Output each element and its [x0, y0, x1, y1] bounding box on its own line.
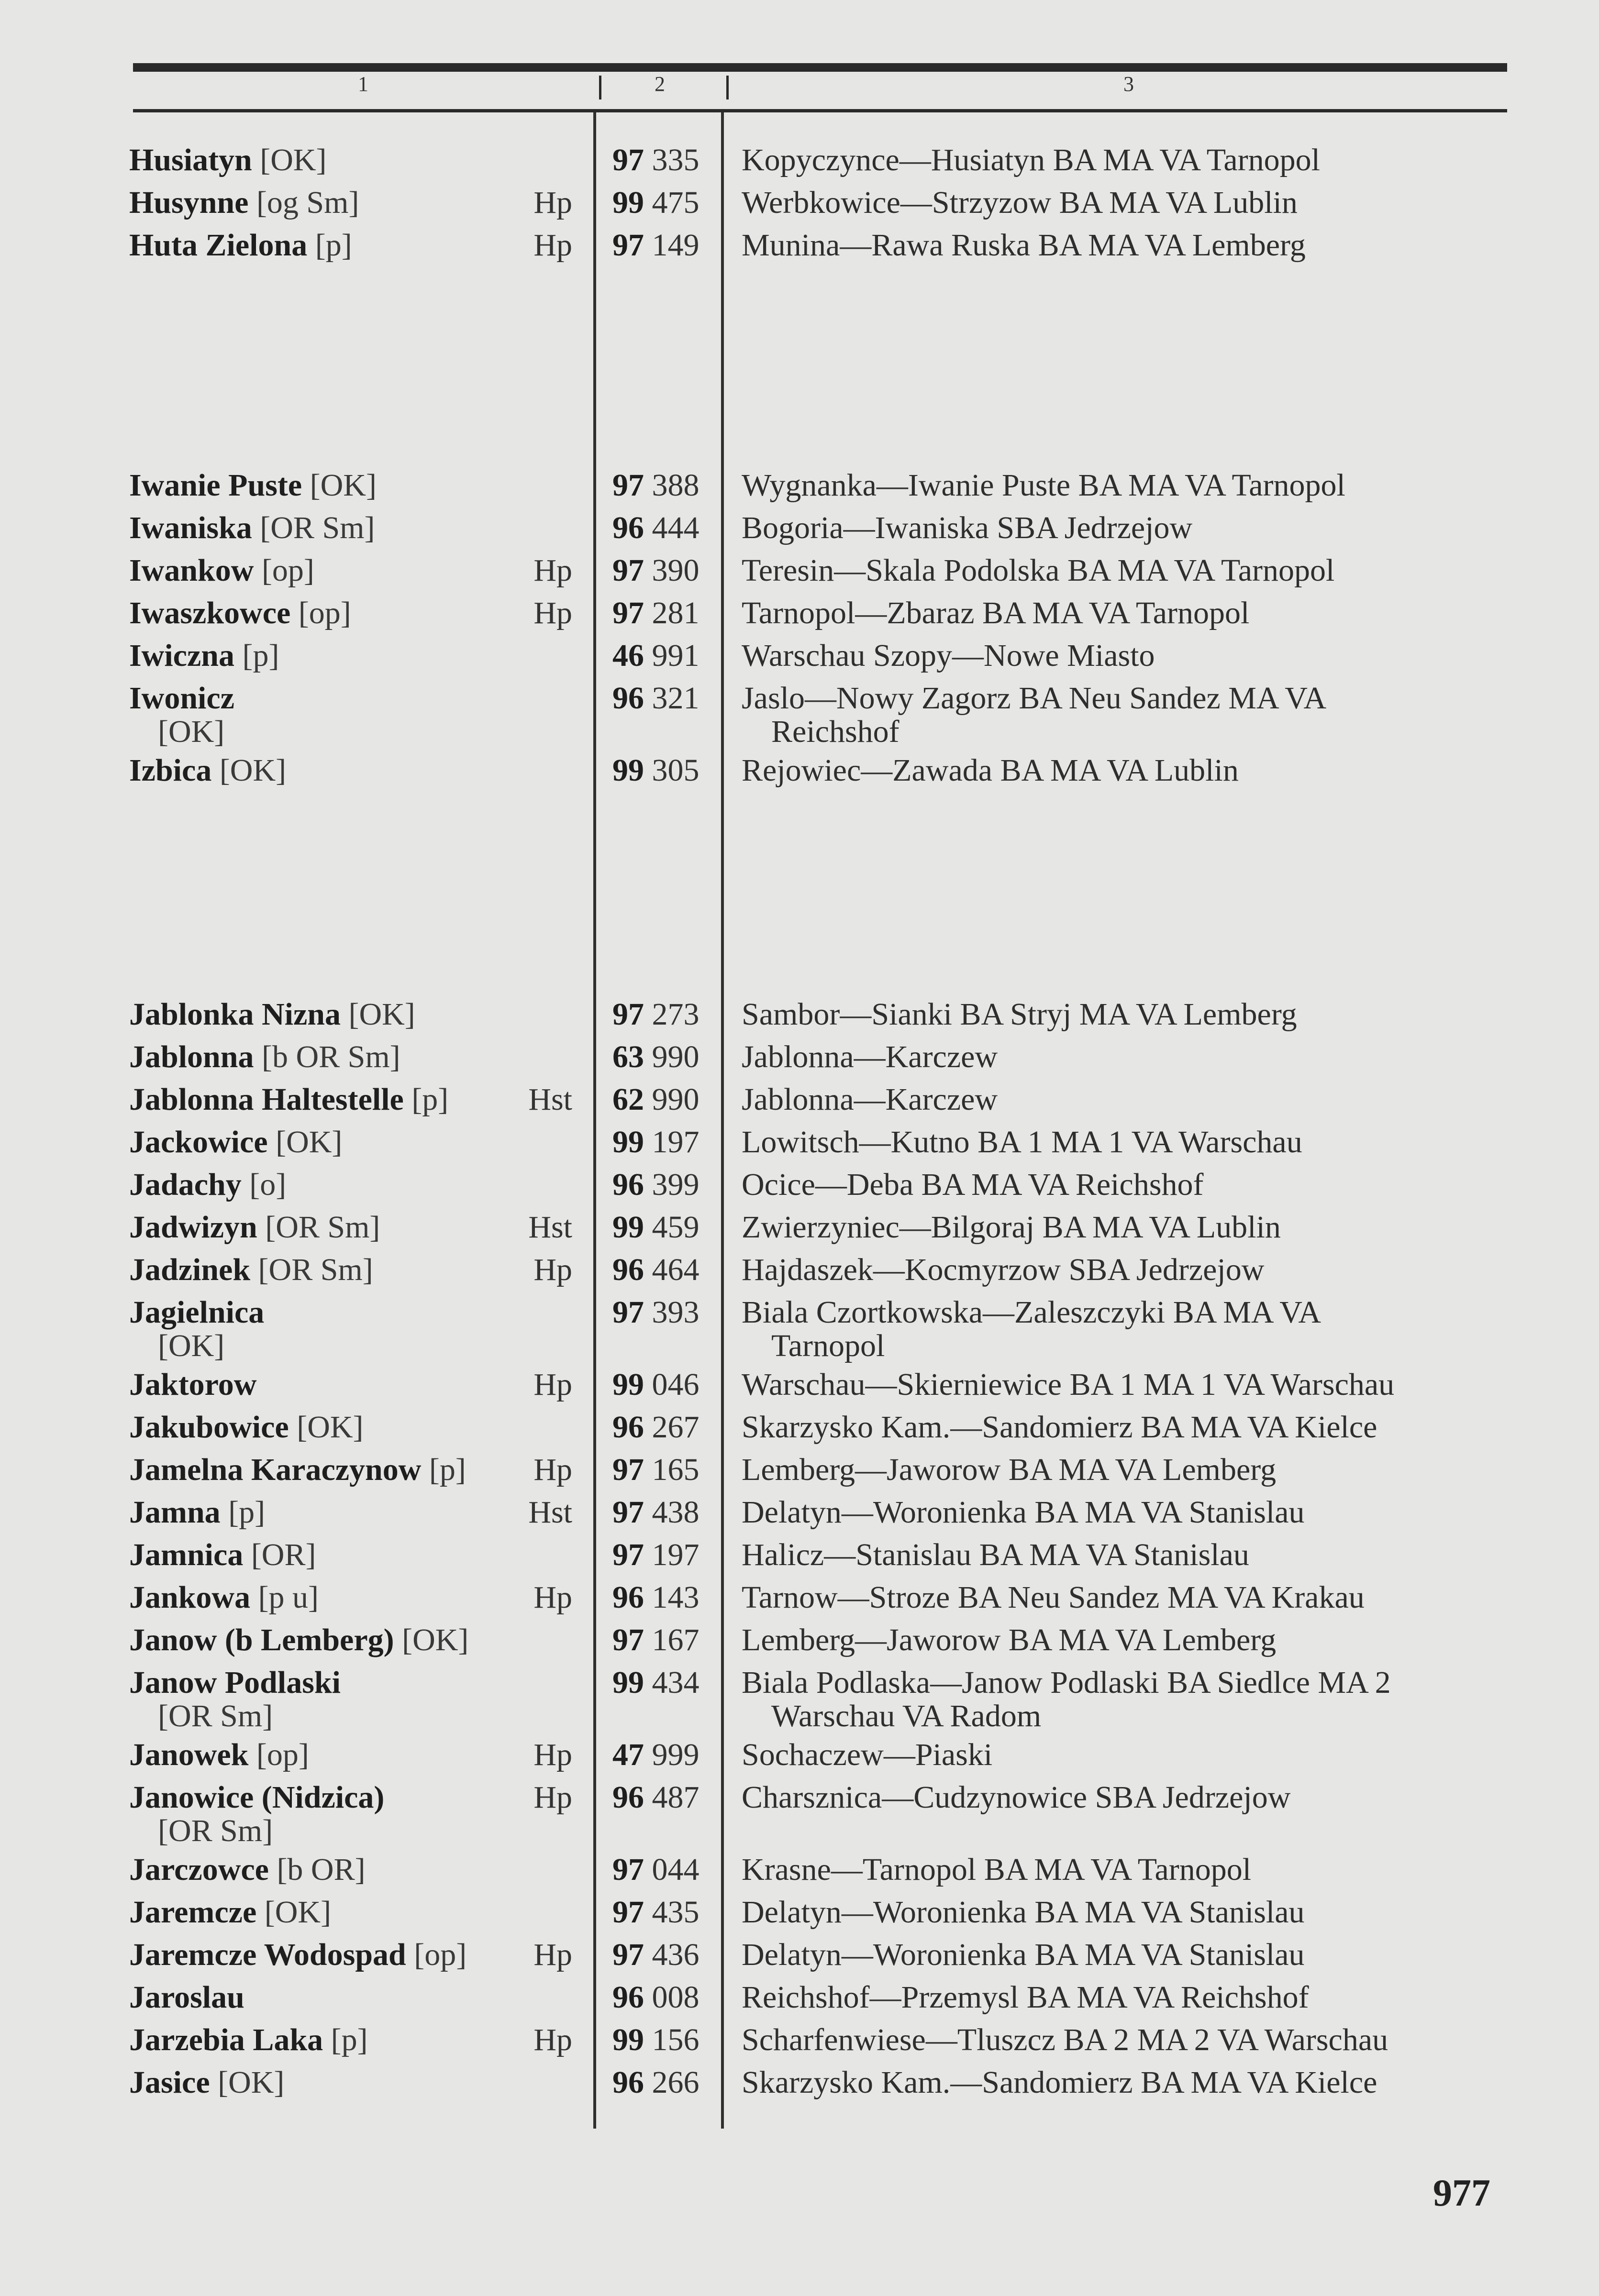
station-type: Hp [533, 228, 572, 263]
station-name [129, 229, 352, 262]
station-code-number: 167 [652, 1623, 700, 1657]
station-name-text: Janowek [129, 1737, 249, 1772]
route-description: Delatyn—Woronienka BA MA VA Stanislau [742, 1895, 1305, 1930]
column-divider-1 [593, 112, 596, 2129]
route-description: Wygnanka—Iwanie Puste BA MA VA Tarnopol [742, 468, 1345, 503]
station-code-number: 273 [652, 997, 700, 1032]
station-code [612, 1168, 700, 1202]
station-class: [p] [411, 1082, 449, 1117]
station-name-text: Jarzebia Laka [129, 2022, 323, 2057]
route-description: Kopyczynce—Husiatyn BA MA VA Tarnopol [742, 143, 1321, 177]
station-code-prefix: 63 [612, 1039, 644, 1074]
station-name-text: Jaroslau [129, 1980, 244, 2015]
station-code-number: 487 [652, 1780, 700, 1815]
route-description-continued: Warschau VA Radom [771, 1699, 1042, 1733]
route-description-continued: Tarnopol [771, 1328, 885, 1363]
station-name [129, 998, 415, 1031]
station-class: [OR Sm] [260, 510, 375, 545]
station-class: [p] [242, 638, 279, 673]
page-number: 977 [1433, 2172, 1490, 2214]
station-code-number: 434 [652, 1665, 700, 1700]
station-name-text: Jamna [129, 1495, 221, 1530]
station-name-text: Jasice [129, 2065, 210, 2100]
route-description: Reichshof—Przemysl BA MA VA Reichshof [742, 1980, 1309, 2015]
station-code [612, 1981, 700, 2014]
top-rule [133, 63, 1507, 72]
station-code [612, 1853, 700, 1887]
station-class: [OK] [218, 2065, 285, 2100]
header-rule [133, 109, 1507, 112]
station-class: [p] [429, 1452, 466, 1487]
station-code-number: 459 [652, 1210, 700, 1245]
station-name [129, 1581, 319, 1614]
station-name [129, 1296, 264, 1329]
station-code [612, 682, 700, 715]
station-code [612, 229, 700, 262]
station-type: Hst [528, 1082, 572, 1117]
station-code-prefix: 97 [612, 468, 644, 503]
column-header-2: 2 [655, 72, 665, 96]
route-description: Biala Podlaska—Janow Podlaski BA Siedlce MA 2 [742, 1665, 1391, 1700]
station-code-prefix: 99 [612, 1367, 644, 1402]
station-name-text: Iwanie Puste [129, 468, 302, 503]
station-type: Hp [533, 596, 572, 630]
station-name [129, 1168, 286, 1202]
station-name-text: Jarczowce [129, 1852, 269, 1887]
station-code-number: 438 [652, 1495, 700, 1530]
station-code-prefix: 96 [612, 1980, 644, 2015]
station-code [612, 186, 700, 220]
station-name [129, 1126, 342, 1159]
station-class: [op] [414, 1937, 467, 1972]
station-code [612, 596, 700, 630]
station-class: [b OR Sm] [261, 1039, 400, 1074]
station-name-text: Jaremcze Wodospad [129, 1937, 406, 1972]
station-code-number: 990 [652, 1082, 700, 1117]
station-name-text: Jablonna [129, 1039, 254, 1074]
station-code-number: 266 [652, 2065, 700, 2100]
station-code-number: 444 [652, 510, 700, 545]
station-class: [OR Sm] [158, 1699, 273, 1733]
station-type: Hp [533, 1737, 572, 1772]
station-code [612, 1368, 700, 1402]
station-name [129, 1538, 316, 1572]
station-code-number: 393 [652, 1295, 700, 1330]
station-code-number: 388 [652, 468, 700, 503]
station-class: [OK] [402, 1623, 469, 1657]
station-name-text: Jamelna Karaczynow [129, 1452, 422, 1487]
station-code-prefix: 97 [612, 553, 644, 588]
route-description: Teresin—Skala Podolska BA MA VA Tarnopol [742, 553, 1335, 588]
station-code-number: 305 [652, 753, 700, 788]
station-type: Hp [533, 1452, 572, 1487]
station-name-text: Huta Zielona [129, 228, 308, 263]
station-name [129, 1938, 466, 1972]
station-name [129, 1623, 468, 1657]
station-name [129, 1853, 366, 1887]
route-description: Scharfenwiese—Tluszcz BA 2 MA 2 VA Warschau [742, 2022, 1388, 2057]
station-name-text: Jaktorow [129, 1367, 257, 1402]
station-class: [p] [331, 2022, 368, 2057]
station-code-number: 267 [652, 1410, 700, 1445]
station-name [129, 1981, 244, 2014]
route-description: Zwierzyniec—Bilgoraj BA MA VA Lublin [742, 1210, 1281, 1245]
station-name [129, 186, 359, 220]
station-code-number: 143 [652, 1580, 700, 1615]
station-name [129, 1453, 466, 1487]
route-description: Biala Czortkowska—Zaleszczyki BA MA VA [742, 1295, 1321, 1330]
route-description: Rejowiec—Zawada BA MA VA Lublin [742, 753, 1239, 788]
station-name [129, 1253, 373, 1287]
station-name-text: Jakubowice [129, 1410, 289, 1445]
station-code-prefix: 97 [612, 596, 644, 630]
route-description: Warschau Szopy—Nowe Miasto [742, 638, 1155, 673]
station-code-prefix: 99 [612, 2022, 644, 2057]
station-name-text: Jaremcze [129, 1895, 257, 1930]
route-description: Jaslo—Nowy Zagorz BA Neu Sandez MA VA [742, 681, 1327, 716]
station-code-number: 197 [652, 1537, 700, 1572]
station-code [612, 511, 700, 545]
route-description: Bogoria—Iwaniska SBA Jedrzejow [742, 510, 1193, 545]
station-code [612, 1296, 700, 1329]
station-name [129, 1496, 265, 1529]
station-code-prefix: 97 [612, 143, 644, 177]
station-code-number: 156 [652, 2022, 700, 2057]
station-name [129, 511, 375, 545]
station-name-text: Jablonna Haltestelle [129, 1082, 404, 1117]
station-name [129, 639, 279, 673]
station-class: [OK] [260, 143, 327, 177]
route-description-continued: Reichshof [771, 714, 899, 749]
station-class: [OK] [158, 1328, 225, 1363]
station-name [129, 144, 327, 177]
station-name-text: Jagielnica [129, 1295, 265, 1330]
station-class: [OK] [219, 753, 287, 788]
station-class: [o] [249, 1167, 287, 1202]
column-divider-2 [721, 112, 724, 2129]
station-code-prefix: 97 [612, 1623, 644, 1657]
station-code-prefix: 96 [612, 1167, 644, 1202]
station-code-prefix: 96 [612, 1410, 644, 1445]
station-class: [p u] [258, 1580, 319, 1615]
station-code [612, 1040, 700, 1074]
station-name [129, 2023, 368, 2057]
station-class: [OR] [251, 1537, 316, 1572]
route-description: Lemberg—Jaworow BA MA VA Lemberg [742, 1452, 1277, 1487]
station-code-number: 165 [652, 1452, 700, 1487]
station-code [612, 554, 700, 587]
route-description: Charsznica—Cudzynowice SBA Jedrzejow [742, 1780, 1291, 1815]
station-name [129, 1368, 256, 1402]
station-class: [p] [228, 1495, 266, 1530]
station-name-text: Jadwizyn [129, 1210, 257, 1245]
station-code-number: 990 [652, 1039, 700, 1074]
station-name [129, 2066, 284, 2099]
station-code-prefix: 96 [612, 1580, 644, 1615]
route-description: Halicz—Stanislau BA MA VA Stanislau [742, 1537, 1249, 1572]
station-type: Hp [533, 1367, 572, 1402]
route-description: Hajdaszek—Kocmyrzow SBA Jedrzejow [742, 1252, 1265, 1287]
station-name-text: Husynne [129, 185, 249, 220]
station-type: Hp [533, 1780, 572, 1815]
station-type: Hp [533, 185, 572, 220]
station-code-number: 436 [652, 1937, 700, 1972]
station-code-prefix: 97 [612, 1895, 644, 1930]
station-name [129, 754, 286, 787]
station-name-text: Iwaniska [129, 510, 252, 545]
station-name-text: Janow Podlaski [129, 1665, 341, 1700]
station-code [612, 2066, 700, 2099]
station-class: [op] [261, 553, 314, 588]
route-description: Skarzysko Kam.—Sandomierz BA MA VA Kielce [742, 2065, 1377, 2100]
station-name [129, 554, 314, 587]
station-code [612, 1411, 700, 1444]
route-description: Munina—Rawa Ruska BA MA VA Lemberg [742, 228, 1306, 263]
station-name [129, 1896, 331, 1929]
route-description: Skarzysko Kam.—Sandomierz BA MA VA Kielce [742, 1410, 1377, 1445]
station-name-text: Janow (b Lemberg) [129, 1623, 394, 1657]
station-code-number: 390 [652, 553, 700, 588]
station-name-text: Jadachy [129, 1167, 242, 1202]
station-code [612, 1538, 700, 1572]
station-name [129, 1083, 448, 1116]
station-code-number: 335 [652, 143, 700, 177]
station-class: [b OR] [277, 1852, 366, 1887]
station-class: [OR Sm] [265, 1210, 380, 1245]
header-divider [599, 76, 601, 99]
station-name-text: Iwiczna [129, 638, 234, 673]
station-code-number: 435 [652, 1895, 700, 1930]
station-code-prefix: 99 [612, 1665, 644, 1700]
route-description: Warschau—Skierniewice BA 1 MA 1 VA Warschau [742, 1367, 1395, 1402]
station-code [612, 1211, 700, 1244]
station-code-prefix: 97 [612, 1295, 644, 1330]
station-code [612, 998, 700, 1031]
column-header-3: 3 [1123, 72, 1134, 96]
station-name-text: Janowice (Nidzica) [129, 1780, 385, 1815]
route-description: Krasne—Tarnopol BA MA VA Tarnopol [742, 1852, 1252, 1887]
route-description: Tarnopol—Zbaraz BA MA VA Tarnopol [742, 596, 1250, 630]
station-code-prefix: 99 [612, 1125, 644, 1159]
station-name [129, 1781, 384, 1814]
station-name-text: Jamnica [129, 1537, 244, 1572]
station-class: [OR Sm] [158, 1813, 273, 1848]
station-name-text: Jadzinek [129, 1252, 251, 1287]
station-type: Hst [528, 1495, 572, 1530]
station-code [612, 1738, 700, 1772]
station-code [612, 1781, 700, 1814]
station-code-prefix: 96 [612, 1780, 644, 1815]
station-class: [p] [315, 228, 352, 263]
station-code [612, 1666, 700, 1700]
station-type: Hp [533, 1580, 572, 1615]
station-code-prefix: 97 [612, 1452, 644, 1487]
header-divider [726, 76, 729, 99]
route-description: Ocice—Deba BA MA VA Reichshof [742, 1167, 1204, 1202]
station-code [612, 144, 700, 177]
station-code [612, 1938, 700, 1972]
station-code [612, 1253, 700, 1287]
route-description: Tarnow—Stroze BA Neu Sandez MA VA Krakau [742, 1580, 1365, 1615]
station-class: [og Sm] [256, 185, 359, 220]
station-class: [OK] [348, 997, 415, 1032]
station-type: Hp [533, 553, 572, 588]
station-code-number: 046 [652, 1367, 700, 1402]
station-code-number: 044 [652, 1852, 700, 1887]
station-code [612, 1581, 700, 1614]
station-class: [op] [298, 596, 351, 630]
column-header-1: 1 [358, 72, 368, 96]
station-name [129, 1666, 341, 1700]
station-code-prefix: 96 [612, 510, 644, 545]
station-code-number: 197 [652, 1125, 700, 1159]
route-description: Delatyn—Woronienka BA MA VA Stanislau [742, 1495, 1305, 1530]
station-code [612, 469, 700, 502]
station-name-text: Iwonicz [129, 681, 234, 716]
route-description: Lemberg—Jaworow BA MA VA Lemberg [742, 1623, 1277, 1657]
station-name [129, 1411, 364, 1444]
station-code-prefix: 97 [612, 997, 644, 1032]
station-code [612, 1083, 700, 1116]
station-code-number: 008 [652, 1980, 700, 2015]
station-code-prefix: 97 [612, 1937, 644, 1972]
station-name-text: Iwaszkowce [129, 596, 291, 630]
station-code [612, 754, 700, 787]
route-description: Sambor—Sianki BA Stryj MA VA Lemberg [742, 997, 1297, 1032]
station-code-prefix: 46 [612, 638, 644, 673]
station-class: [OK] [276, 1125, 343, 1159]
station-name [129, 1738, 309, 1772]
station-class: [OK] [264, 1895, 332, 1930]
station-type: Hp [533, 1252, 572, 1287]
station-code-number: 475 [652, 185, 700, 220]
station-code [612, 639, 700, 673]
station-code-number: 149 [652, 228, 700, 263]
station-code-prefix: 97 [612, 1537, 644, 1572]
station-class: [op] [256, 1737, 309, 1772]
route-description: Delatyn—Woronienka BA MA VA Stanislau [742, 1937, 1305, 1972]
station-class: [OK] [310, 468, 377, 503]
station-name [129, 596, 351, 630]
station-name-text: Jackowice [129, 1125, 268, 1159]
station-name-text: Jankowa [129, 1580, 251, 1615]
station-code-prefix: 99 [612, 753, 644, 788]
station-name-text: Iwankow [129, 553, 254, 588]
station-code-number: 991 [652, 638, 700, 673]
station-code-number: 321 [652, 681, 700, 716]
station-code-prefix: 96 [612, 2065, 644, 2100]
station-type: Hp [533, 2022, 572, 2057]
station-name-text: Husiatyn [129, 143, 252, 177]
station-code-prefix: 99 [612, 1210, 644, 1245]
route-description: Jablonna—Karczew [742, 1082, 998, 1117]
station-code-prefix: 96 [612, 681, 644, 716]
station-code-prefix: 62 [612, 1082, 644, 1117]
station-code-prefix: 47 [612, 1737, 644, 1772]
station-code [612, 1126, 700, 1159]
station-name [129, 469, 377, 502]
route-description: Jablonna—Karczew [742, 1039, 998, 1074]
station-name [129, 1211, 380, 1244]
station-code [612, 1896, 700, 1929]
station-code-number: 464 [652, 1252, 700, 1287]
station-code-prefix: 96 [612, 1252, 644, 1287]
station-code-prefix: 97 [612, 1852, 644, 1887]
station-code [612, 1623, 700, 1657]
station-class: [OK] [158, 714, 225, 749]
station-class: [OR Sm] [258, 1252, 373, 1287]
station-code-number: 999 [652, 1737, 700, 1772]
station-class: [OK] [297, 1410, 364, 1445]
station-type: Hp [533, 1937, 572, 1972]
station-type: Hst [528, 1210, 572, 1245]
station-code [612, 1496, 700, 1529]
route-description: Lowitsch—Kutno BA 1 MA 1 VA Warschau [742, 1125, 1302, 1159]
station-name [129, 1040, 400, 1074]
station-name-text: Izbica [129, 753, 212, 788]
route-description: Sochaczew—Piaski [742, 1737, 993, 1772]
station-code-number: 281 [652, 596, 700, 630]
station-code [612, 2023, 700, 2057]
route-description: Werbkowice—Strzyzow BA MA VA Lublin [742, 185, 1298, 220]
station-code-prefix: 99 [612, 185, 644, 220]
station-code-prefix: 97 [612, 228, 644, 263]
station-name [129, 682, 234, 715]
station-name-text: Jablonka Nizna [129, 997, 341, 1032]
station-code-number: 399 [652, 1167, 700, 1202]
station-code-prefix: 97 [612, 1495, 644, 1530]
station-code [612, 1453, 700, 1487]
